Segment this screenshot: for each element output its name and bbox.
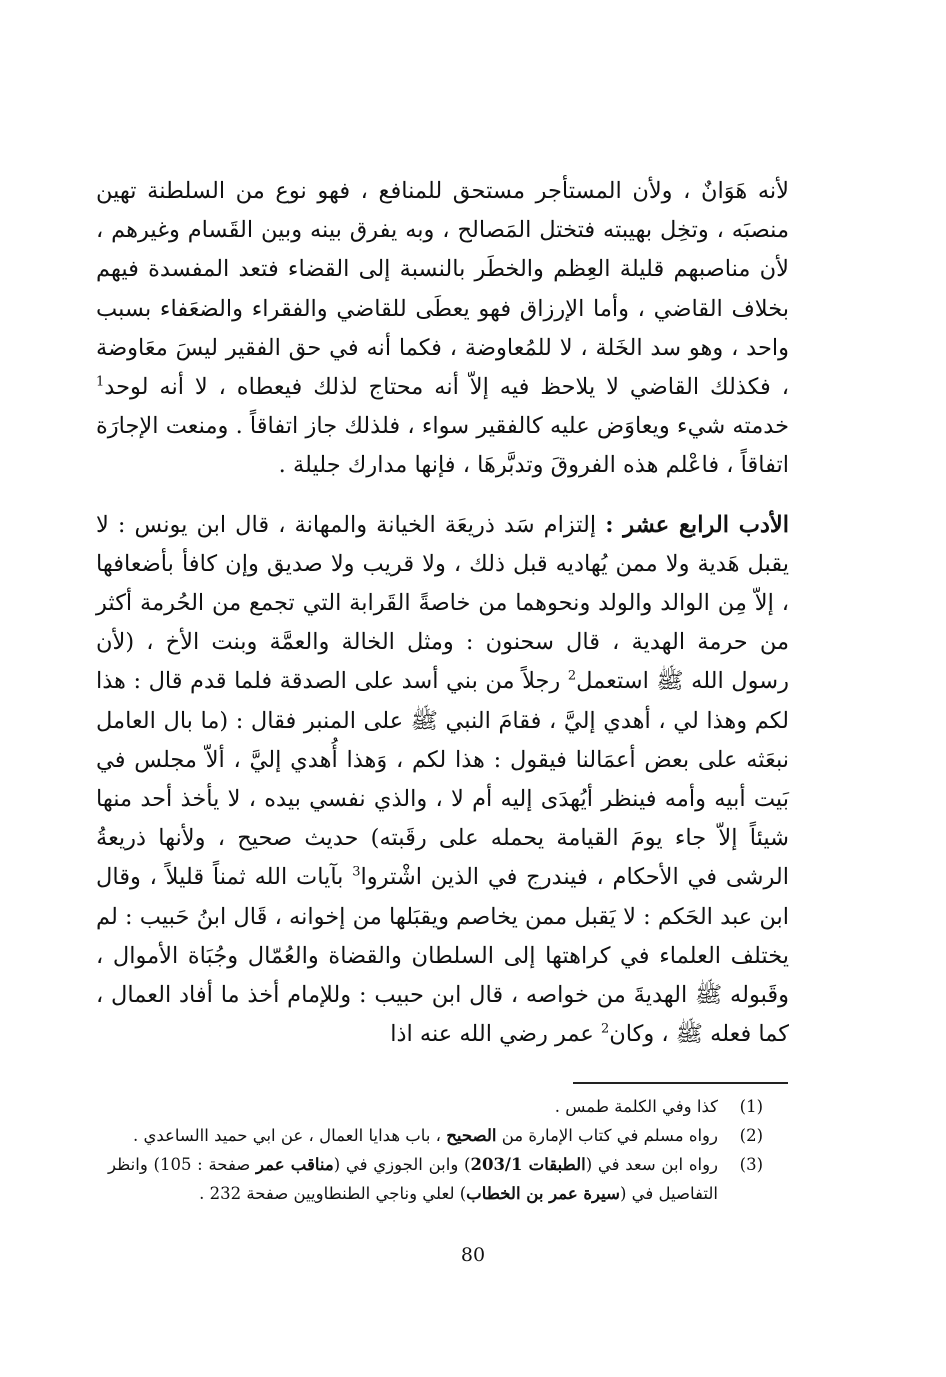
footnote-text-part: رواه ابن سعد في ( (585, 1155, 719, 1174)
footnote-source-bold: الصحيح (446, 1126, 497, 1145)
paragraph-2-text-c: بآيات الله ثمناً قليلاً ، وقال ابن عبد الحَكم : لا يَقبل ممن يخاصم ويقبَلها من إخوانه ، قَال ابنُ حَبيب : لم يختلف العلماء في كراهتها إلى السلطان والقضاة والعُمّال وجُبَاة الأموال ، وقَبوله ﷺ الهديةَ من خواصه ، قال ابن حبيب : وللإمام أخذ ما أفاد العمال ، كما فعله ﷺ ، وكان (96, 864, 789, 1048)
footnote-1 (108, 1092, 763, 1121)
page-number: 80 (460, 1244, 486, 1266)
footnote-source-bold: الطبقات 203/1 (470, 1155, 586, 1174)
footnote-source-bold: سيرة عمر بن الخطاب (466, 1184, 620, 1203)
footnotes (108, 1092, 763, 1208)
footnote-ref-3: 3 (352, 864, 361, 880)
footnote-ref-2b: 2 (601, 1021, 610, 1037)
footnote-text-part: رواه مسلم في كتاب الإمارة من (496, 1126, 718, 1145)
footnote-ref-1: 1 (96, 374, 105, 390)
paragraph-2-text-d: عمر رضي الله عنه اذا (390, 1021, 601, 1048)
footnote-text (108, 1092, 718, 1121)
footnote-number: (3) (739, 1155, 763, 1174)
footnote-text-part: صفحة : 105) وانظر التفاصيل في ( (108, 1155, 718, 1203)
paragraph-2-text-a: إلتزام سَد ذريعَة الخيانة والمهانة ، قال ابن يونس : لا يقبل هَدية ولا ممن يُهاديه قبل ذلك ، ولا قريب ولا صديق وإن كافأ بأضعافها ، إلاّ مِن الوالد والولد ونحوهما من خاصةً القَرابة التي تجمع من الحُرمة أكثر من حرمة الهدية ، قال سحنون : ومثل الخالة والعمَّة وبنت الأخ ، (لأن رسول الله ﷺ استعمل (96, 511, 789, 695)
footnote-ref-2: 2 (567, 668, 577, 684)
footnote-text (108, 1121, 718, 1150)
footnote-text-part: ، باب هدايا العمال ، عن ابي حميد االساعدي . (132, 1126, 447, 1145)
footnote-separator (573, 1082, 788, 1084)
footnote-text-part: ) وابن الجوزي في ( (333, 1155, 471, 1174)
footnote-number: (1) (739, 1097, 763, 1116)
paragraph-1-text: لأنه هَوَانٌ ، ولأن المستأجر مستحق للمنافع ، فهو نوع من السلطنة تهين منصبَه ، وتخِل بهيبته فتختل المَصالح ، وبه يفرق بينه وبين القَسام وغيرهم ، لأن مناصبهم قليلة العِظم والخطَر بالنسبة إلى القضاء فتعد المفسدة فيهم بخلاف القاضي ، وأما الإرزاق فهو يعطَى للقاضي والفقراء والضعَفاء بسبب واحد ، وهو سد الخَلة ، لا للمُعاوضة ، فكما أنه في حق الفقير ليسَ معَاوضة ، فكذلك القاضي لا يلاحظ فيه إلاّ أنه محتاج لذلك فيعطاه ، لا أنه لوحد (96, 178, 789, 401)
footnote-3 (108, 1150, 763, 1208)
footnote-2 (108, 1121, 763, 1150)
footnote-text-part: كذا وفي الكلمة طمس . (554, 1097, 718, 1116)
footnote-text-part: ) لعلي وناجي الطنطاويين صفحة 232 . (199, 1184, 467, 1203)
paragraph-2 (96, 506, 789, 1055)
main-text (96, 172, 789, 1054)
footnote-number: (2) (739, 1126, 763, 1145)
paragraph-1 (96, 172, 789, 486)
section-heading: الأدب الرابع عشر : (605, 511, 789, 538)
footnote-text (108, 1150, 718, 1208)
footnote-source-bold: مناقب عمر (256, 1155, 334, 1174)
paragraph-1-end: خدمته شيء ويعاوَض عليه كالفقير سواء ، فلذلك جاز اتفاقاً . ومنعت الإجارَة اتفاقاً ، فاعْلم هذه الفروقَ وتدبَّرهَا ، فإنها مدارك جليلة . (96, 413, 789, 479)
paragraph-2-text-b: رجلاً من بني أسد على الصدقة فلما قدم قال : هذا لكم وهذا لي ، أهدي إليَّ ، فقامَ النبي ﷺ على المنبر فقال : (ما بال العامل نبعَثه على بعض أعمَالنا فيقول : هذا لكم ، وَهذا أُهدي إليَّ ، ألاّ مجلس في بَيت أبيه وأمه فينظر أيُهدَى إليه أم لا ، والذي نفسي بيده ، لا يأخذ أحد منها شيئاً إلاّ جاء يومَ القيامة يحمله على رقَبته) حديث صحيح ، ولأنها ذريعةُ الرشى في الأحكام ، فيندرج في الذين اشْتروا (96, 668, 789, 891)
